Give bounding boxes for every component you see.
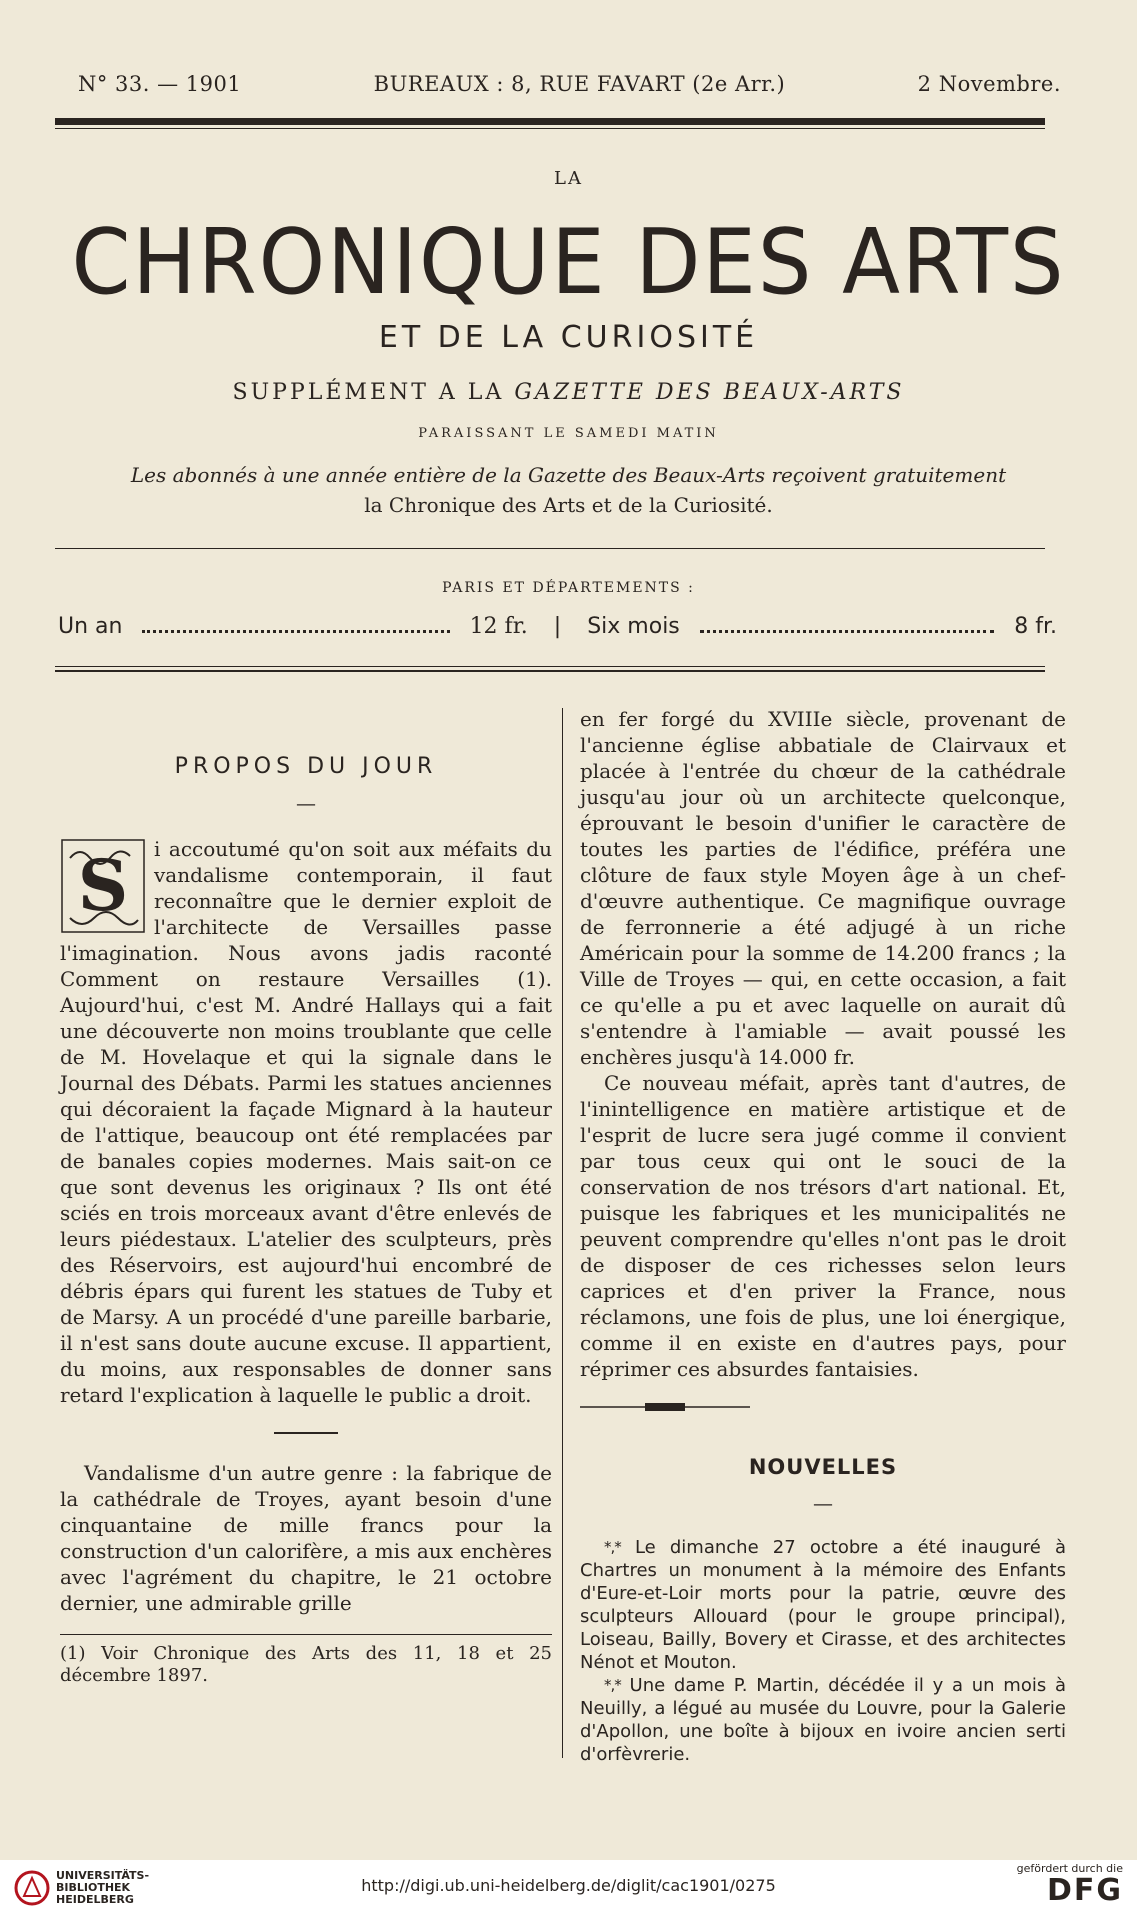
masthead-subtitle: ET DE LA CURIOSITÉ (378, 320, 759, 355)
right-column (580, 706, 1066, 1766)
footnote: (1) Voir Chronique des Arts des 11, 18 et 25 décembre 1897. (60, 1643, 552, 1686)
library-name-line3: HEIDELBERG (56, 1893, 134, 1906)
price-year (58, 614, 528, 639)
pricing-rule-double (55, 670, 1045, 672)
propos-paragraph-3: Ce nouveau méfait, après tant d'autres, de l'inintelligence en matière artistique et de l'esprit de lucre sera jugé comme il convient par tous ceux qui ont le souci de la conservation de nos trésors d'art national. Et, puisque les fabriques et les municipalités ne peuvent comprendre qu'elles n'ont pas le droit de disposer de ces richesses selon leurs caprices et d'en priver la France, nous réclamons, une fois de plus, une loi énergique, comme il en existe en d'autres pays, pour réprimer ces absurdes fantaisies. (580, 1071, 1066, 1381)
dfg-logo: DFG (1046, 1873, 1123, 1908)
propos-dash: — (296, 791, 316, 815)
price-half-label: Six mois (587, 614, 680, 639)
library-name-line2: BIBLIOTHEK (56, 1881, 131, 1894)
ornament-divider (580, 1402, 750, 1412)
gazette-title: GAZETTE DES BEAUX-ARTS (514, 380, 905, 405)
asterism: *,* (604, 1676, 621, 1694)
pricing-heading: PARIS ET DÉPARTEMENTS : (442, 580, 695, 596)
masthead-title: CHRONIQUE DES ARTS (71, 210, 1066, 315)
leader-dots (700, 620, 994, 633)
subscription-note-line2: la Chronique des Arts et de la Curiosité. (364, 493, 773, 517)
masthead-la: LA (554, 168, 583, 189)
funded-by-text: gefördert durch die (1016, 1862, 1123, 1875)
price-year-value: 12 fr. (469, 614, 528, 639)
digitization-footer (0, 1860, 1137, 1913)
subscription-note (0, 460, 1137, 520)
issue-date: 2 Novembre. (917, 72, 1061, 96)
propos-paragraph-1 (60, 836, 552, 1408)
news-item-1 (580, 1536, 1066, 1674)
news-item-2 (580, 1674, 1066, 1766)
issue-meta-line (78, 72, 1061, 96)
supplement-line (0, 380, 1137, 405)
issue-number: N° 33. — 1901 (78, 72, 242, 96)
price-separator: | (553, 614, 562, 639)
column-divider (562, 708, 563, 1758)
nouvelles-heading: NOUVELLES (748, 1455, 898, 1479)
price-half-value: 8 fr. (1014, 614, 1058, 639)
propos-paragraph-2-continued: en fer forgé du XVIIIe siècle, provenant de l'ancienne église abbatiale de Clairvaux et placée à l'entrée du chœur de la cathédrale jusqu'au jour où un architecte quelconque, éprouvant le besoin d'unifier le caractère de toutes les parties de l'édifice, préféra une clôture de faux style Moyen âge à un chef-d'œuvre authentique. Ce magnifique ouvrage de ferronnerie a été adjugé à un riche Américain pour la somme de 14.200 francs ; la Ville de Troyes — qui, en cette occasion, a fait ce qu'elle a pu et avec laquelle on aurait dû s'entendre à l'amiable — avait poussé les enchères jusqu'à 14.000 fr. (580, 707, 1066, 1069)
propos-text-1: i accoutumé qu'on soit aux méfaits du vandalisme contemporain, il faut reconnaître que le dernier exploit de l'architecte de Versailles passe l'imagination. Nous avons jadis raconté Comment on restaure Versailles (1). Aujourd'hui, c'est M. André Hallays qui a fait une découverte non moins troublante que celle de M. Hovelaque et qui la signale dans le Journal des Débats. Parmi les statues anciennes qui décoraient la façade Mignard à la hauteur de l'attique, beaucoup ont été remplacées par de banales copies modernes. Mais sait-on ce que sont devenus les originaux ? Ils ont été sciés en trois morceaux avant d'être enlevés de leurs piédestaux. L'atelier des sculpteurs, près des Réservoirs, est aujourd'hui encombré de débris épars qui furent les statues de Tuby et de Marsy. A un procédé d'une pareille barbarie, il n'est sans doute aucune excuse. Il appartient, du moins, aux responsables de donner sans retard l'explication à laquelle le public a droit. (60, 837, 552, 1407)
nouvelles-dash: — (813, 1491, 833, 1515)
asterism: *,* (604, 1538, 621, 1556)
leader-dots (142, 620, 449, 633)
library-name-line1: UNIVERSITÄTS- (56, 1869, 150, 1882)
price-year-label: Un an (58, 614, 123, 639)
price-half (587, 614, 1057, 639)
masthead-rule (55, 548, 1045, 549)
permalink[interactable]: http://digi.ub.uni-heidelberg.de/diglit/cac1901/0275 (361, 1876, 776, 1895)
propos-heading: PROPOS DU JOUR (174, 754, 438, 779)
dropcap-letter: S (77, 844, 129, 927)
pricing-row (58, 614, 1057, 639)
news-item-1-text: Le dimanche 27 octobre a été inauguré à Chartres un monument à la mémoire des Enfants d'Eure-et-Loir morts pour la patrie, œuvre des sculpteurs Allouard (pour le groupe principal), Loiseau, Bailly, Bovery et Cirasse, et des architectes Nénot et Mouton. (580, 1537, 1066, 1673)
subscription-note-line1: Les abonnés à une année entière de la Gazette des Beaux-Arts reçoivent gratuitement (130, 463, 1007, 487)
nouvelles-list (580, 1536, 1066, 1766)
footnote-rule (60, 1634, 552, 1635)
propos-paragraph-2: Vandalisme d'un autre genre : la fabrique de la cathédrale de Troyes, ayant besoin d'une cinquantaine de mille francs pour la construction d'un calorifère, a mis aux enchères avec l'agrément du chapitre, le 21 octobre dernier, une admirable grille (60, 1461, 552, 1615)
ornamental-dropcap (60, 838, 146, 934)
section-rule (274, 1432, 338, 1434)
paraissant-line: PARAISSANT LE SAMEDI MATIN (418, 426, 719, 441)
pricing-rule (55, 666, 1045, 667)
left-column (60, 728, 552, 1687)
header-rule-thin (55, 128, 1045, 129)
bureaux-address: BUREAUX : 8, RUE FAVART (2e Arr.) (373, 72, 786, 96)
header-rule (55, 118, 1045, 125)
dfg-credit (1017, 1862, 1123, 1907)
news-item-2-text: Une dame P. Martin, décédée il y a un mois à Neuilly, a légué au musée du Louvre, pour la Galerie d'Apollon, une boîte à bijoux en ivoire ancien serti d'orfèvrerie. (580, 1675, 1066, 1765)
supplement-prefix: SUPPLÉMENT A LA (232, 380, 505, 405)
